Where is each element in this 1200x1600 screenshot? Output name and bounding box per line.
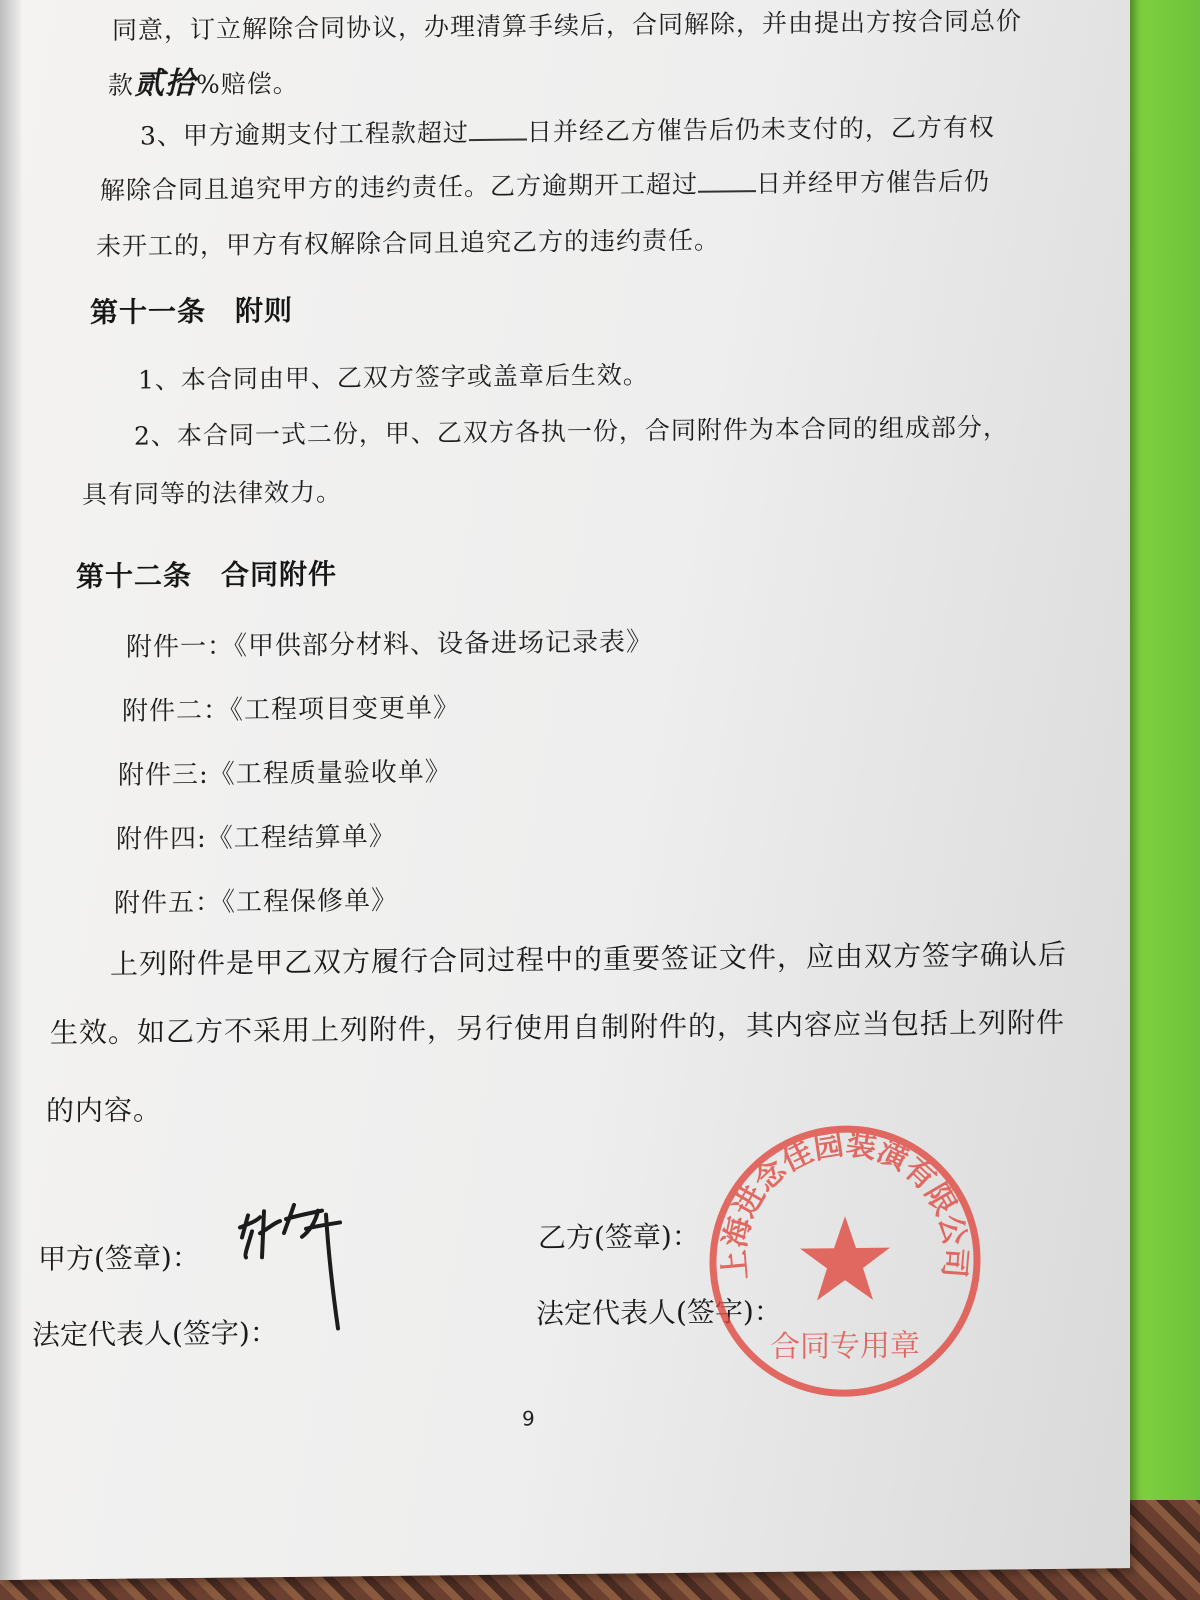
clause11-item1: 1、本合同由甲、乙双方签字或盖章后生效。 <box>138 360 649 395</box>
blank-days-field <box>469 118 527 141</box>
clause10-item3-line2 <box>100 162 990 207</box>
clause10-line1: 同意，订立解除合同协议，办理清算手续后，合同解除，并由提出方按合同总价 <box>112 6 1023 45</box>
attachment-2: 附件二：《工程项目变更单》 <box>122 693 461 727</box>
attachments-note-line3: 的内容。 <box>46 1093 163 1128</box>
item3-d: 日并经甲方催告后仍 <box>756 166 991 199</box>
page-number: 9 <box>522 1406 535 1431</box>
company-seal <box>700 1115 990 1408</box>
clause12-heading: 第十二条 合同附件 <box>76 557 338 594</box>
attachment-1: 附件一：《甲供部分材料、设备进场记录表》 <box>126 627 654 663</box>
clause10-line2-prefix: 款 <box>108 70 135 100</box>
attachment-4: 附件四:《工程结算单》 <box>116 821 396 855</box>
clause11-heading: 第十一条 附则 <box>90 293 294 330</box>
page-stack-edge <box>0 0 22 1580</box>
handwritten-percentage: 贰拾 <box>134 65 197 102</box>
clause10-line2-suffix: %赔偿。 <box>196 68 299 99</box>
seal-star-icon <box>800 1216 890 1301</box>
party-a-seal-label: 甲方(签章)： <box>38 1240 200 1276</box>
clause10-line2 <box>108 57 299 103</box>
item3-a: 3、甲方逾期支付工程款超过 <box>140 118 469 151</box>
party-a-rep-label: 法定代表人(签字)： <box>32 1316 278 1352</box>
seal-purpose: 合同专用章 <box>770 1328 920 1365</box>
clause11-item2-line1: 2、本合同一式二份，甲、乙双方各执一份，合同附件为本合同的组成部分， <box>134 412 1009 451</box>
item3-b: 日并经乙方催告后仍未支付的，乙方有权 <box>526 112 995 147</box>
attachments-note-line2: 生效。如乙方不采用上列附件，另行使用自制附件的，其内容应当包括上列附件 <box>50 1005 1066 1050</box>
clause10-item3-line1 <box>140 108 995 153</box>
party-b-rep-label: 法定代表人(签字)： <box>536 1294 782 1331</box>
attachment-3: 附件三:《工程质量验收单》 <box>118 757 452 791</box>
attachments-note-line1: 上列附件是甲乙双方履行合同过程中的重要签证文件，应由双方签字确认后 <box>110 937 1068 981</box>
clause10-item3-line3: 未开工的，甲方有权解除合同且追究乙方的违约责任。 <box>96 225 721 261</box>
clause11-item2-line2: 具有同等的法律效力。 <box>82 477 343 510</box>
party-b-seal-label: 乙方(签章)： <box>538 1219 700 1255</box>
attachment-5: 附件五：《工程保修单》 <box>114 885 399 919</box>
seal-company-name: 上海进念佳园装潢有限公司 <box>717 1127 973 1282</box>
handwritten-signature <box>230 1196 360 1347</box>
item3-c: 解除合同且追究甲方的违约责任。乙方逾期开工超过 <box>100 169 699 205</box>
blank-days-field <box>698 170 756 193</box>
